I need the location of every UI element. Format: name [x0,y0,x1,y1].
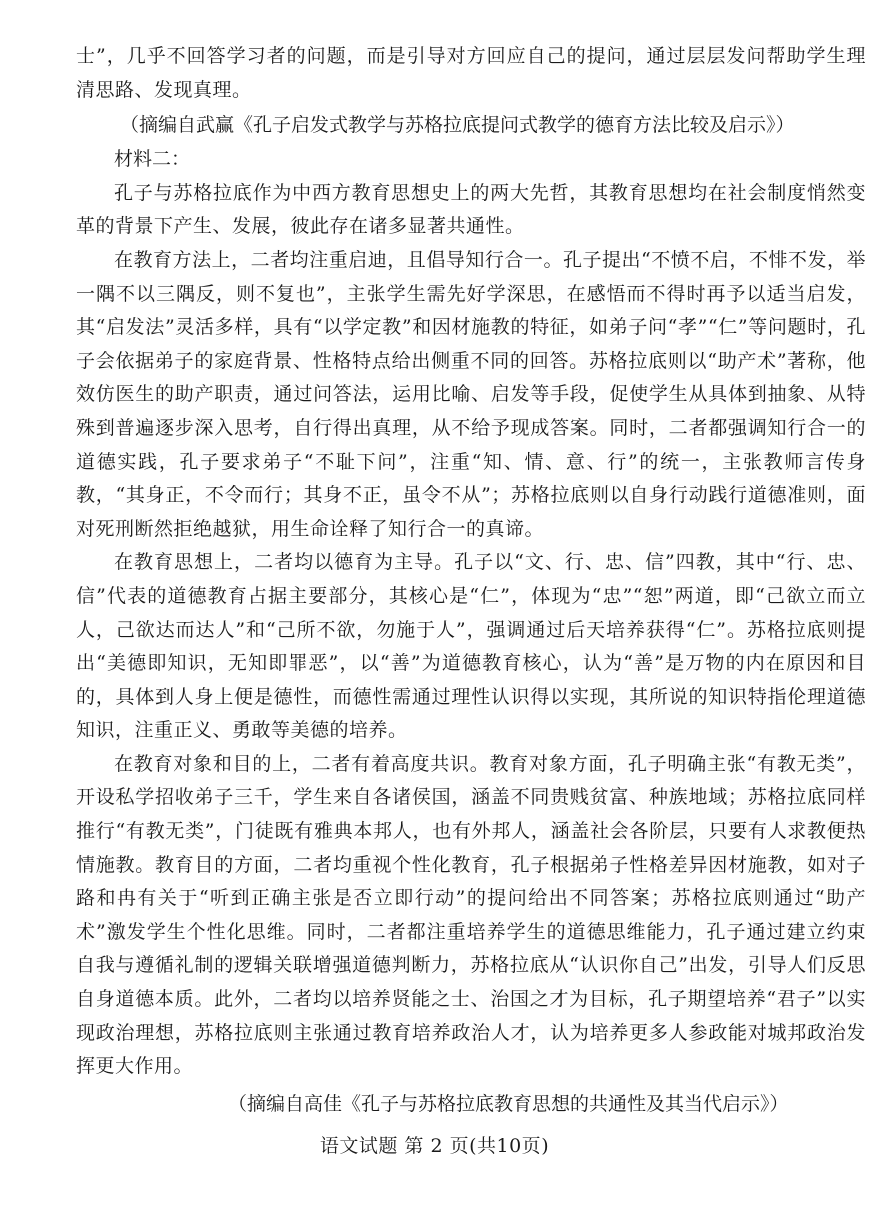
document-body [76,40,866,1122]
intro-continuation-paragraph: 士”，几乎不回答学习者的问题，而是引导对方回应自己的提问，通过层层发问帮助学生理清思路、发现真理。 [76,45,866,101]
page-footer: 语文试题 第 2 页(共10页) [319,1135,550,1157]
paragraph-teaching-methods: 在教育方法上，二者均注重启迪，且倡导知行合一。孔子提出“不愤不启，不悱不发，举一隅不以三隅反，则不复也”，主张学生需先好学深思，在感悟而不得时再予以适当启发，其“启发法”灵活多样，具有“以学定教”和因材施教的特征，如弟子问“孝”“仁”等问题时，孔子会依据弟子的家庭背景、性格特点给出侧重不同的回答。苏格拉底则以“助产术”著称，他效仿医生的助产职责，通过问答法，运用比喻、启发等手段，促使学生从具体到抽象、从特殊到普遍逐步深入思考，自行得出真理，从不给予现成答案。同时，二者都强调知行合一的道德实践，孔子要求弟子“不耻下问”，注重“知、情、意、行”的统一，主张教师言传身教，“其身正，不令而行；其身不正，虽令不从”；苏格拉底则以自身行动践行道德准则，面对死刑断然拒绝越狱，用生命诠释了知行合一的真谛。 [76,248,866,540]
source-citation-2: （摘编自高佳《孔子与苏格拉底教育思想的共通性及其当代启示》） [228,1092,789,1115]
source-citation-1: （摘编自武赢《孔子启发式教学与苏格拉底提问式教学的德育方法比较及启示》） [120,114,795,137]
paragraph-objects-and-goals: 在教育对象和目的上，二者有着高度共识。教育对象方面，孔子明确主张“有教无类”，开设私学招收弟子三千，学生来自各诸侯国，涵盖不同贵贱贫富、种族地域；苏格拉底同样推行“有教无类”，门徒既有雅典本邦人，也有外邦人，涵盖社会各阶层，只要有人求教便热情施教。教育目的方面，二者均重视个性化教育，孔子根据弟子性格差异因材施教，如对子路和冉有关于“听到正确主张是否立即行动”的提问给出不同答案；苏格拉底则通过“助产术”激发学生个性化思维。同时，二者都注重培养学生的道德思维能力，孔子通过建立约束自我与遵循礼制的逻辑关联增强道德判断力，苏格拉底从“认识你自己”出发，引导人们反思自身道德本质。此外，二者均以培养贤能之士、治国之才为目标，孔子期望培养“君子”以实现政治理想，苏格拉底则主张通过教育培养政治人才，认为培养更多人参政能对城邦政治发挥更大作用。 [76,752,866,1078]
paragraph-educational-thought: 在教育思想上，二者均以德育为主导。孔子以“文、行、忠、信”四教，其中“行、忠、信”代表的道德教育占据主要部分，其核心是“仁”，体现为“忠”“恕”两道，即“己欲立而立人，己欲达而达人”和“己所不欲，勿施于人”，强调通过后天培养获得“仁”。苏格拉底则提出“美德即知识，无知即罪恶”，以“善”为道德教育核心，认为“善”是万物的内在原因和目的，具体到人身上便是德性，而德性需通过理性认识得以实现，其所说的知识特指伦理道德知识，注重正义、勇敢等美德的培养。 [76,551,866,742]
material-two-heading: 材料二： [114,148,191,171]
paragraph-overview: 孔子与苏格拉底作为中西方教育思想史上的两大先哲，其教育思想均在社会制度悄然变革的背景下产生、发展，彼此存在诸多显著共通性。 [76,181,866,238]
